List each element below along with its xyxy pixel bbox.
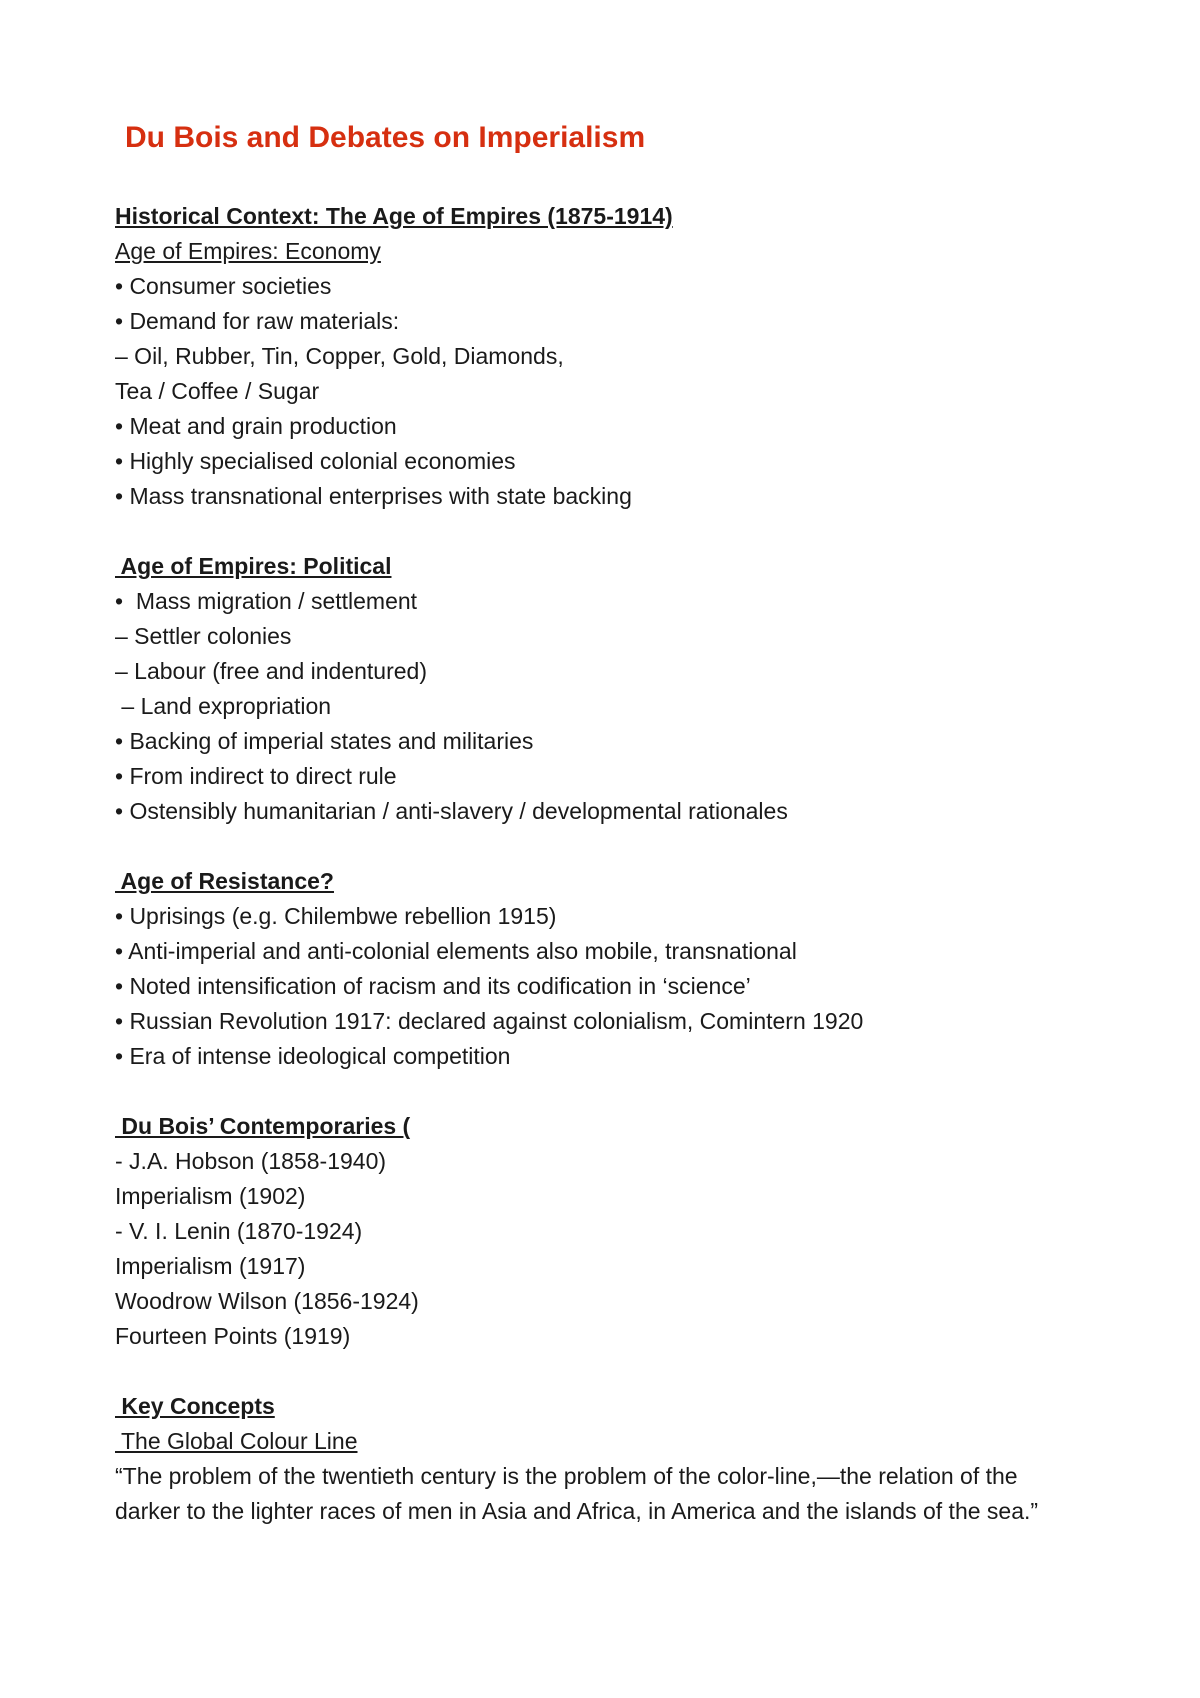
- list-item: • Mass migration / settlement: [115, 588, 418, 614]
- spacer: [115, 1354, 1135, 1389]
- list-item: - V. I. Lenin (1870-1924): [115, 1218, 363, 1244]
- list-item: – Labour (free and indentured): [115, 658, 427, 684]
- list-item: • Anti-imperial and anti-colonial elements also mobile, transnational: [115, 938, 797, 964]
- section-heading-concepts: Key Concepts: [115, 1393, 275, 1419]
- section-heading-contemporaries: Du Bois’ Contemporaries (: [115, 1113, 411, 1139]
- list-item: Imperialism (1902): [115, 1183, 306, 1209]
- section-heading-resistance: Age of Resistance?: [115, 868, 334, 894]
- spacer: [115, 1074, 1135, 1109]
- list-item: Woodrow Wilson (1856-1924): [115, 1288, 419, 1314]
- section-heading-context: Historical Context: The Age of Empires (1875-1914): [115, 203, 673, 229]
- list-item: – Land expropriation: [115, 693, 332, 719]
- list-item: • From indirect to direct rule: [115, 763, 397, 789]
- list-item: • Demand for raw materials:: [115, 308, 400, 334]
- list-item: • Meat and grain production: [115, 413, 397, 439]
- list-item: – Oil, Rubber, Tin, Copper, Gold, Diamonds,: [115, 343, 564, 369]
- list-item: Tea / Coffee / Sugar: [115, 378, 320, 404]
- list-item: • Consumer societies: [115, 273, 332, 299]
- list-item: • Mass transnational enterprises with state backing: [115, 483, 632, 509]
- list-item: • Noted intensification of racism and its codification in ‘science’: [115, 973, 751, 999]
- list-item: • Highly specialised colonial economies: [115, 448, 516, 474]
- list-item: – Settler colonies: [115, 623, 292, 649]
- list-item: • Era of intense ideological competition: [115, 1043, 511, 1069]
- section-heading-political: Age of Empires: Political: [115, 553, 392, 579]
- subheading-colour-line: The Global Colour Line: [115, 1428, 358, 1454]
- list-item: - J.A. Hobson (1858-1940): [115, 1148, 387, 1174]
- spacer: [115, 829, 1135, 864]
- subheading-economy: Age of Empires: Economy: [115, 238, 381, 264]
- list-item: Fourteen Points (1919): [115, 1323, 351, 1349]
- quote-paragraph: “The problem of the twentieth century is the problem of the color-line,—the relation of the darker to the lighter races of men in Asia and Africa, in America and the islands of the sea.”: [115, 1463, 1039, 1524]
- list-item: • Uprisings (e.g. Chilembwe rebellion 1915): [115, 903, 557, 929]
- document-title: Du Bois and Debates on Imperialism: [125, 121, 646, 154]
- list-item: Imperialism (1917): [115, 1253, 306, 1279]
- list-item: • Backing of imperial states and militaries: [115, 728, 534, 754]
- document-body: [115, 199, 1135, 1529]
- spacer: [115, 514, 1135, 549]
- list-item: • Ostensibly humanitarian / anti-slavery / developmental rationales: [115, 798, 788, 824]
- list-item: • Russian Revolution 1917: declared against colonialism, Comintern 1920: [115, 1008, 864, 1034]
